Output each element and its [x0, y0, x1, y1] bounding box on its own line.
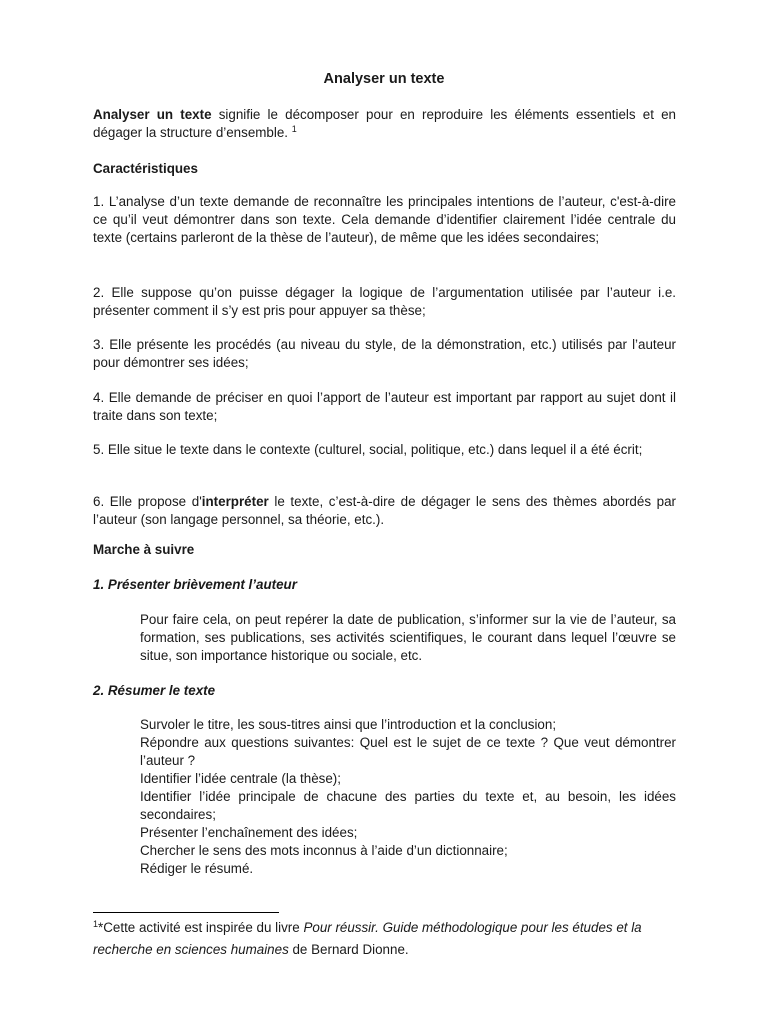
- step2-heading: 2. Résumer le texte: [93, 683, 216, 698]
- list-item: Identifier l’idée centrale (la thèse);: [140, 771, 341, 786]
- footnote-mark: 1: [93, 919, 99, 929]
- step2-list: [140, 716, 676, 878]
- page-title: Analyser un texte: [323, 71, 445, 87]
- characteristic-item-4: 4. Elle demande de préciser en quoi l’apport de l’auteur est important par rapport au sujet dont il traite dans son texte;: [93, 390, 676, 423]
- list-item: Identifier l’idée principale de chacune des parties du texte et, au besoin, les idées secondaires;: [140, 789, 676, 822]
- list-item: Présenter l’enchaînement des idées;: [140, 825, 358, 840]
- list-item: Répondre aux questions suivantes: Quel est le sujet de ce texte ? Que veut démontrer l’auteur ?: [140, 735, 676, 768]
- characteristic-item-3: 3. Elle présente les procédés (au niveau du style, de la démonstration, etc.) utilisés par l’auteur pour démontrer ses idées;: [93, 337, 676, 370]
- procedure-heading: Marche à suivre: [93, 542, 195, 557]
- footnote-reference: 1: [291, 124, 297, 134]
- footnote: $^1$*Cette activité est inspirée du livre Pour réussir. Guide méthodologique pour les études et la recherche en sciences humaines de Bernard Dionne.: [93, 919, 642, 957]
- characteristic-item-6: 6. Elle propose d'interpréter le texte, c’est-à-dire de dégager le sens des thèmes abordés par l’auteur (son langage personnel, sa théorie, etc.).: [93, 494, 676, 527]
- intro-text: signifie le décomposer pour en reproduire les éléments essentiels et en dégager la structure d’ensemble.: [93, 107, 676, 140]
- footnote-separator: [93, 912, 279, 913]
- list-item: Rédiger le résumé.: [140, 861, 254, 876]
- list-item: Survoler le titre, les sous-titres ainsi que l’introduction et la conclusion;: [140, 717, 557, 732]
- characteristics-heading: Caractéristiques: [93, 161, 198, 176]
- characteristic-item-2: 2. Elle suppose qu’on puisse dégager la logique de l’argumentation utilisée par l’auteur i.e. présenter comment il s’y est pris pour appuyer sa thèse;: [93, 285, 676, 318]
- intro-term: Analyser un texte: [93, 107, 212, 122]
- list-item: Chercher le sens des mots inconnus à l’aide d’un dictionnaire;: [140, 843, 508, 858]
- characteristic-item-1: 1. L’analyse d’un texte demande de reconnaître les principales intentions de l’auteur, c'est-à-dire ce qu’il veut démontrer dans son texte. Cela demande d’identifier clairement l’idée centrale du texte (certains parleront de la thèse de l’auteur), de même que les idées secondaires;: [93, 194, 676, 245]
- characteristic-item-5: 5. Elle situe le texte dans le contexte (culturel, social, politique, etc.) dans lequel il a été écrit;: [93, 442, 643, 457]
- interpret-term: interpréter: [201, 494, 269, 509]
- step1-heading: 1. Présenter brièvement l’auteur: [93, 577, 297, 592]
- intro-paragraph: [93, 106, 676, 142]
- book-title: Pour réussir. Guide méthodologique pour les études et la recherche en sciences humaines: [93, 920, 642, 957]
- step1-text: Pour faire cela, on peut repérer la date de publication, s’informer sur la vie de l’auteur, sa formation, ses publications, ses activités scientifiques, le courant dans lequel l’œuvre se situe, son importance historique ou sociale, etc.: [140, 612, 676, 663]
